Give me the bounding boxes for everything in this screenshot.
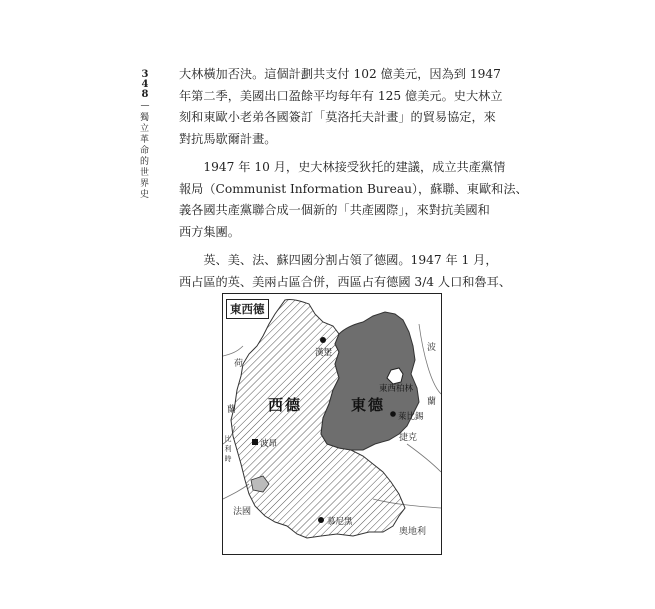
text-line: 報局（Communist Information Bureau），蘇聯、東歐和法、 — [179, 181, 528, 196]
city-dot-bonn — [252, 439, 258, 445]
czech-label: 捷克 — [399, 433, 418, 443]
book-title — [138, 113, 152, 201]
city-dot-leipzig — [390, 411, 396, 417]
berlin-label: 東西柏林 — [379, 384, 414, 394]
page-number-char: 8 — [141, 89, 149, 100]
france-label: 法國 — [233, 507, 252, 517]
netherlands-label-1: 荷 — [234, 359, 244, 369]
text-line: 英、美、法、蘇四國分割占領了德國。1947 年 1 月， — [179, 253, 498, 267]
book-title-char: 獨 — [139, 113, 150, 123]
belgium-label: 比利時 — [224, 435, 232, 463]
poland-label-1: 波 — [427, 343, 437, 353]
city-dot-munich — [318, 517, 324, 523]
book-title-char: 世 — [139, 168, 150, 178]
text-line: 年第二季，美國出口盈餘平均每年有 125 億美元。史大林立 — [179, 88, 503, 103]
book-title-char: 界 — [139, 179, 150, 189]
city-dot-hamburg — [320, 337, 326, 343]
paragraph-2 — [179, 157, 528, 243]
text-line: 刻和東歐小老弟各國簽訂「莫洛托夫計畫」的貿易協定，來 — [179, 110, 496, 124]
text-line: 大林橫加否決。這個計劃共支付 102 億美元，因為到 1947 — [179, 67, 501, 81]
book-title-char: 史 — [139, 190, 150, 200]
page-number-char: 4 — [141, 79, 149, 90]
west-germany-label: 西德 — [268, 396, 303, 414]
page-number-char: 3 — [141, 69, 149, 80]
map-title: 東西德 — [226, 299, 269, 319]
poland-label-2: 蘭 — [427, 397, 437, 407]
bonn-label: 波昂 — [260, 439, 278, 449]
paragraph-1 — [179, 64, 503, 150]
book-title-char: 的 — [139, 157, 150, 167]
leipzig-label: 萊比錫 — [398, 412, 424, 422]
book-title-char: 立 — [139, 124, 150, 134]
text-line: 對抗馬歇爾計畫。 — [179, 131, 277, 146]
body-text — [179, 64, 528, 300]
text-line: 西方集團。 — [179, 224, 240, 239]
book-title-char: 革 — [139, 135, 150, 145]
east-germany-label: 東德 — [351, 396, 386, 414]
running-head-separator: — — [140, 101, 150, 111]
page-number-chars — [138, 70, 152, 100]
paragraph-3 — [179, 250, 512, 293]
munich-label: 慕尼黑 — [327, 517, 353, 527]
text-line: 義各國共產黨聯合成一個新的「共產國際」，來對抗美國和 — [179, 203, 490, 217]
running-head — [138, 70, 152, 201]
austria-label: 奧地利 — [399, 527, 427, 537]
germany-map — [222, 293, 442, 555]
text-line: 西占區的英、美兩占區合併，西區占有德國 3/4 人口和魯耳、 — [179, 274, 512, 289]
netherlands-label-2: 蘭 — [227, 405, 237, 415]
book-title-char: 命 — [139, 146, 150, 156]
text-line: 1947 年 10 月，史大林接受狄托的建議，成立共產黨情 — [179, 160, 506, 174]
hamburg-label: 漢堡 — [315, 348, 333, 358]
